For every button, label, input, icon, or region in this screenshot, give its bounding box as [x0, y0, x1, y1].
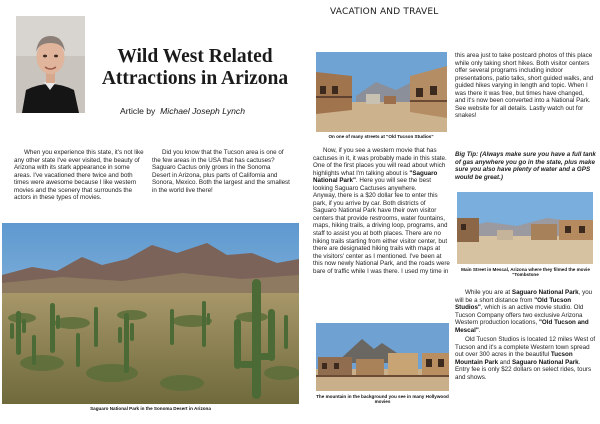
mescal-main-street-photo	[457, 192, 593, 264]
rb-text-2: , you will be a short distance from	[455, 289, 593, 304]
intro-paragraph-right: Did you know that the Tucson area is one of the few areas in the USA that has cactuses? Saguaro Cactus only grows in the Sonoma Desert in Arizona, plus parts of California and Sonora, Mexico. Both the largest and the smallest in the world live there!	[152, 149, 290, 194]
rb-bold-mountain-park: Tucson Mountain Park	[455, 351, 573, 366]
intro-paragraph-left: When you experience this state, it's not like any other state I've ever visited, the beauty of Arizona with its stark appearance in some areas. I've vacationed there twice and both times were awesome because I like western movies and the scenery that surrounds the actors in these types of movies.	[14, 149, 144, 202]
old-tucson-paragraph	[455, 289, 596, 334]
rb-bold-park: Saguaro National Park	[511, 289, 579, 296]
author-photo	[16, 16, 85, 113]
rb-bold-studios: "Old Tucson Studios"	[455, 296, 572, 312]
rb-text-3: , which is an active movie studio. Old Tucson Company offers two exclusive Arizona Western production locations,	[455, 304, 584, 327]
byline	[120, 106, 245, 116]
caption-mescal-photo: Main Street in Mescal, Arizona where they filmed the movie "Tombstone	[461, 267, 590, 277]
caption-street-photo: On one of many streets at "Old Tucson Studios"	[328, 134, 434, 139]
rb-p2-text-3: . Entry fee is only $22 dollars on select rides, tours and shows.	[455, 358, 592, 382]
caption-desert-photo: Saguaro National Park in the Sonoma Desert in Arizona	[90, 406, 211, 411]
caption-mountain-photo: The mountain in the background you see in many Hollywood movies	[316, 394, 449, 404]
author-name: Michael Joseph Lynch	[160, 106, 246, 116]
desert-cactus-photo	[2, 223, 299, 404]
mid-text-park-name: "Saguaro National Park"	[313, 169, 438, 185]
mid-text-2: . Here you will see the best looking Saguaro Cactuses anywhere.	[313, 177, 431, 192]
right-column-bottom-text	[455, 289, 596, 382]
rb-p2-text-2: and	[498, 358, 512, 366]
rb-text-1: While you are at	[465, 289, 512, 296]
mid-text-3: Anyway, there is a $20 dollar fee to enter this park, if you arrive by car. Both districts of Saguaro National Park have their own visitor centers that provide restrooms, water fountains, maps, hiking trails, a driving loop, programs, and staff to assist you at both places. There are no hiking trails starting from either visitor center, but there are designated hiking trails with maps at the visitors' center as I mentioned. I've been at this now newly National Park, and the roads were bare of traffic while I was there. I used my time in	[313, 192, 450, 275]
byline-prefix: Article by	[120, 106, 156, 116]
old-tucson-street-photo	[316, 52, 447, 132]
rb-bold-locations: "Old Tucson and Mescal"	[455, 319, 589, 334]
middle-column-text	[313, 147, 450, 275]
section-label: VACATION AND TRAVEL	[330, 7, 439, 17]
big-tip-text: Big Tip: (Always make sure you have a full tank of gas anywhere you go in the state, plus make sure you also have plenty of water and a GPS would be great.)	[455, 151, 596, 181]
studio-location-paragraph	[455, 336, 596, 381]
rb-bold-saguaro: Saguaro National Park	[511, 358, 579, 366]
rb-p2-text-1: Old Tucson Studios is located 12 miles West of Tucson and it's a complete Western town spread out over 300 acres in the beautiful	[455, 336, 596, 359]
article-title: Wild West Related Attractions in Arizona	[101, 46, 289, 89]
hollywood-mountain-photo	[316, 323, 449, 391]
rb-text-4: .	[478, 326, 481, 334]
mid-text-1: Now, if you see a western movie that has cactuses in it, it was probably made in this state. One of the first places you will read about which highlights what I'm talking about is	[313, 147, 447, 177]
right-column-top-text: this area just to take postcard photos of this place while only taking short hikes. Both visitor centers offer several programs including indoor presentations, patio talks, short guided walks, and guided hikes varying in length and topic. When I was there it was free, but times have changed, and it's now been converted into a National Park. See website for all details. Lastly watch out for snakes!	[455, 52, 594, 120]
